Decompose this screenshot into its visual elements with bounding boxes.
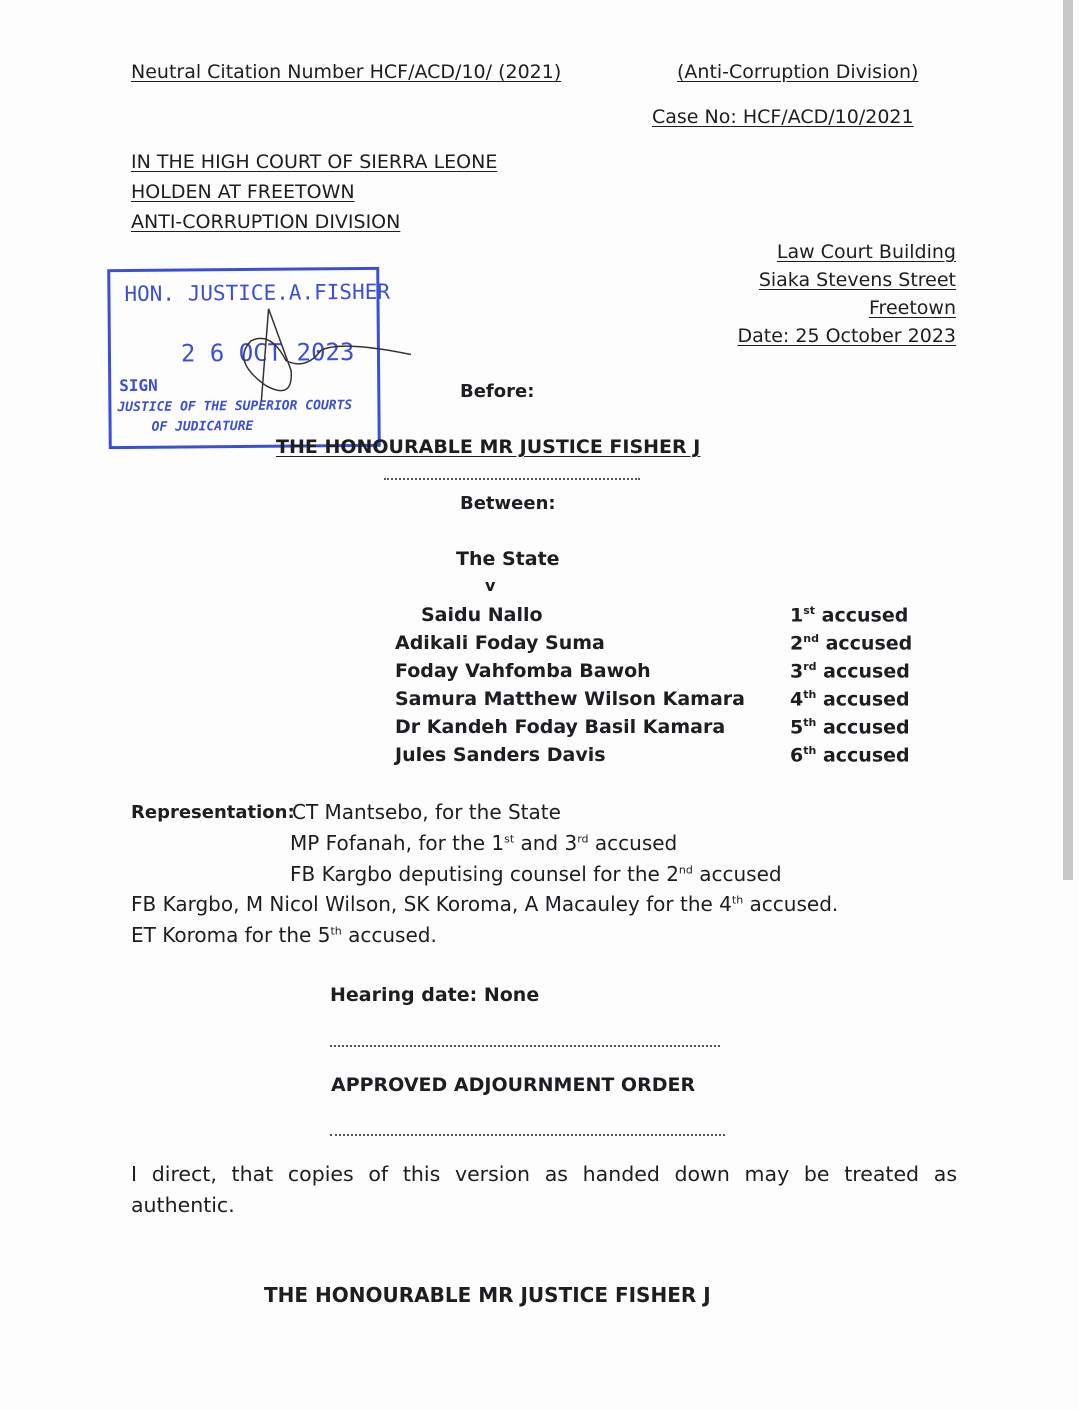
scrollbar[interactable]	[1063, 0, 1073, 880]
hearing-date: Hearing date: None	[330, 984, 540, 1006]
representation-line: ET Koroma for the 5th accused.	[131, 923, 437, 947]
judge-name: THE HONOURABLE MR JUSTICE FISHER J	[276, 436, 701, 458]
court-line-3: ANTI-CORRUPTION DIVISION	[131, 211, 401, 233]
representation-line: CT Mantsebo, for the State	[292, 800, 561, 824]
representation-line: FB Kargbo, M Nicol Wilson, SK Koroma, A Macauley for the 4th accused.	[131, 892, 839, 916]
signature-icon	[210, 290, 411, 422]
address-line-2: Siaka Stevens Street	[758, 269, 956, 291]
direction-text: I direct, that copies of this version as handed down may be treated as	[131, 1162, 957, 1186]
court-line-2: HOLDEN AT FREETOWN	[131, 181, 355, 203]
accused-rank: 4th accused	[790, 688, 910, 711]
representation-label: Representation:	[131, 802, 295, 823]
divider	[330, 1134, 725, 1136]
signature-judge: THE HONOURABLE MR JUSTICE FISHER J	[264, 1283, 711, 1307]
order-title: APPROVED ADJOURNMENT ORDER	[331, 1074, 696, 1096]
accused-name: Dr Kandeh Foday Basil Kamara	[395, 716, 726, 738]
accused-name: Samura Matthew Wilson Kamara	[395, 688, 745, 710]
accused-rank: 3rd accused	[790, 660, 910, 683]
accused-rank: 1st accused	[790, 604, 909, 627]
address-line-1: Law Court Building	[776, 241, 956, 263]
accused-rank: 5th accused	[790, 716, 910, 739]
accused-name: Foday Vahfomba Bawoh	[395, 660, 651, 682]
court-line-1: IN THE HIGH COURT OF SIERRA LEONE	[131, 151, 498, 173]
judge-stamp: HON. JUSTICE.A.FISHER 2 6 OCT 2023 SIGN JUSTICE OF THE SUPERIOR COURTS OF JUDICATURE	[107, 267, 381, 449]
versus: v	[485, 576, 496, 595]
neutral-citation: Neutral Citation Number HCF/ACD/10/ (2021)	[131, 61, 562, 83]
judgment-date: Date: 25 October 2023	[737, 325, 956, 347]
divider	[330, 1045, 720, 1047]
accused-name: Adikali Foday Suma	[395, 632, 605, 654]
before-label: Before:	[460, 381, 535, 402]
representation-line: FB Kargbo deputising counsel for the 2nd accused	[290, 862, 782, 886]
between-label: Between:	[460, 493, 556, 514]
accused-name: Jules Sanders Davis	[395, 744, 606, 766]
accused-name: Saidu Nallo	[421, 604, 543, 626]
state-party: The State	[456, 548, 560, 570]
address-line-3: Freetown	[869, 297, 956, 319]
representation-line: MP Fofanah, for the 1st and 3rd accused	[290, 831, 678, 855]
case-number: Case No: HCF/ACD/10/2021	[652, 106, 914, 128]
division-label: (Anti-Corruption Division)	[677, 61, 919, 83]
accused-rank: 6th accused	[790, 744, 910, 767]
divider	[384, 478, 640, 480]
accused-rank: 2nd accused	[790, 632, 913, 655]
direction-text-end: authentic.	[131, 1193, 235, 1217]
